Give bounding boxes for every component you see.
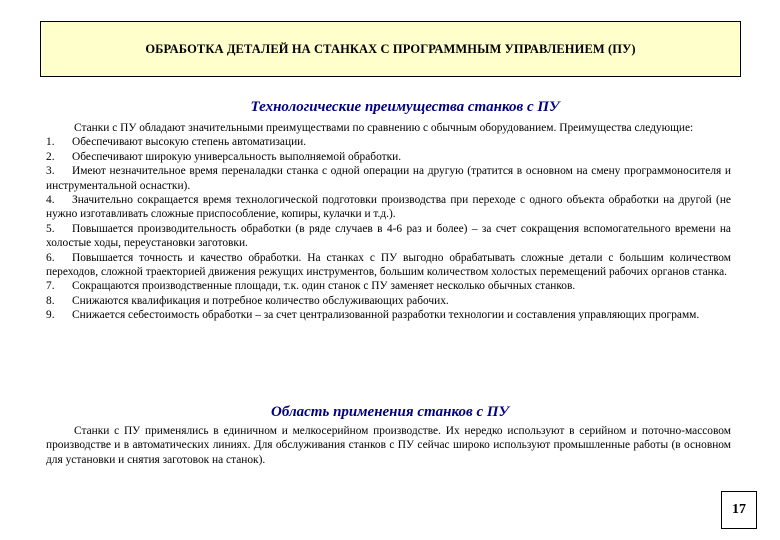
- page-number: 17: [732, 502, 746, 517]
- list-item: 1. Обеспечивают высокую степень автоматизации.: [46, 136, 307, 149]
- section-heading-advantages: Технологические преимущества станков с ПУ: [250, 99, 560, 115]
- slide-title-box: [40, 21, 741, 77]
- section-heading-application: Область применения станков с ПУ: [271, 404, 509, 420]
- list-item: 4. Значительно сокращается время технологической подготовки производства при переходе с одного объекта обработки на другой (не нужно изготавливать сложные приспособление, копиры, кулачки и т.д.).: [46, 194, 731, 221]
- list-item: 3. Имеют незначительное время переналадки станка с одной операции на другую (тратится в основном на смену программоносителя и инструментальной оснастки).: [46, 165, 731, 192]
- advantages-body: [46, 121, 731, 323]
- slide-title: ОБРАБОТКА ДЕТАЛЕЙ НА СТАНКАХ С ПРОГРАММНЫМ УПРАВЛЕНИЕМ (ПУ): [145, 41, 636, 56]
- advantages-intro: Станки с ПУ обладают значительными преимуществами по сравнению с обычным оборудованием. Преимущества следующие:: [74, 122, 694, 134]
- list-item: 5. Повышается производительность обработки (в ряде случаев в 4-6 раз и более) – за счет сокращения вспомогательного времени на холостые ходы, переустановки заготовки.: [46, 222, 731, 250]
- list-item: 9. Снижается себестоимость обработки – за счет централизованной разработки технологии и составления управляющих программ.: [46, 309, 700, 322]
- list-item: 2. Обеспечивают широкую универсальность выполняемой обработки.: [46, 150, 402, 163]
- application-body: [46, 424, 731, 467]
- list-item: 8. Снижаются квалификация и потребное количество обслуживающих рабочих.: [46, 294, 449, 307]
- page-number-box: [721, 491, 757, 529]
- list-item: 6. Повышается точность и качество обработки. На станках с ПУ выгодно обрабатывать сложные детали с большим количеством переходов, сложной траекторией движения режущих инструментов, большим количеством холостых перемещений рабочих органов станка.: [46, 251, 731, 279]
- application-text: Станки с ПУ применялись в единичном и мелкосерийном производстве. Их нередко используют в серийном и поточно-массовом производстве и в автоматических линиях. Для обслуживания станков с ПУ сейчас широко используют промышленные работы (в основном для установки и снятия заготовок на станок).: [46, 425, 731, 466]
- list-item: 7. Сокращаются производственные площади, т.к. один станок с ПУ заменяет несколько обычных станков.: [46, 280, 576, 293]
